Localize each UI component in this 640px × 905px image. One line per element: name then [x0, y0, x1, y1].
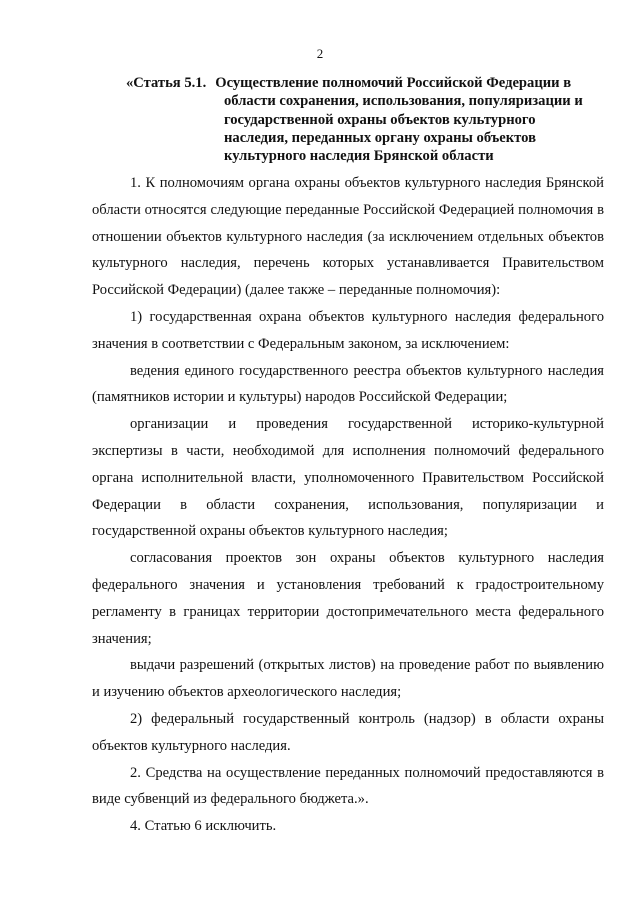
paragraph-4: организации и проведения государственной историко-культурной экспертизы в части, необходимой для исполнения полномочий федерального органа исполнительной власти, уполномоченного Правительством Российской Федерации в области сохранения, использования, популяризации и государственной охраны объектов культурного наследия;	[92, 416, 604, 540]
article-body	[92, 170, 604, 840]
paragraph-5: согласования проектов зон охраны объектов культурного наследия федерального значения и установления требований к градостроительному регламенту в границах территории достопримечательного места федерального значения;	[92, 550, 604, 647]
paragraph-6: выдачи разрешений (открытых листов) на проведение работ по выявлению и изучению объектов археологического наследия;	[92, 657, 604, 701]
article-title-line-1: Осуществление полномочий Российской Федерации в	[215, 75, 572, 91]
paragraph-1: 1. К полномочиям органа охраны объектов культурного наследия Брянской области относятся следующие переданные Российской Федерацией полномочия в отношении объектов культурного наследия (за исключением отдельных объектов культурного наследия, перечень которых устанавливается Правительством Российской Федерации) (далее также – переданные полномочия):	[92, 175, 604, 299]
article-title-line-3: государственной охраны объектов культурного	[224, 111, 536, 128]
article-title-line-2: области сохранения, использования, популяризации и	[224, 93, 583, 110]
article-title-line-4: наследия, переданных органу охраны объектов	[224, 129, 536, 146]
paragraph-3: ведения единого государственного реестра объектов культурного наследия (памятников истории и культуры) народов Российской Федерации;	[92, 362, 604, 406]
article-title-line-5: культурного наследия Брянской области	[224, 148, 494, 165]
paragraph-9: 4. Статью 6 исключить.	[130, 818, 277, 835]
article-heading-first-line	[126, 74, 604, 92]
article-heading	[126, 74, 604, 165]
paragraph-8: 2. Средства на осуществление переданных полномочий предоставляются в виде субвенций из федерального бюджета.».	[92, 764, 604, 808]
paragraph-7: 2) федеральный государственный контроль (надзор) в области охраны объектов культурного наследия.	[92, 710, 604, 754]
paragraph-2: 1) государственная охрана объектов культурного наследия федерального значения в соответствии с Федеральным законом, за исключением:	[92, 308, 604, 352]
page-number: 2	[316, 46, 324, 61]
article-label: «Статья 5.1.	[126, 75, 207, 91]
